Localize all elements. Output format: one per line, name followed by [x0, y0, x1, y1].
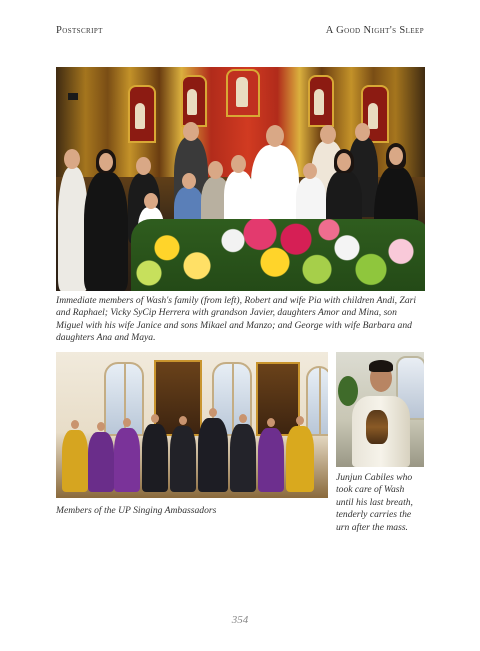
wall-lamp	[68, 93, 78, 100]
statue	[368, 103, 378, 129]
singers-photo	[56, 352, 328, 498]
singer-head	[97, 422, 105, 431]
person-head	[99, 153, 113, 171]
singer-head	[71, 420, 79, 429]
singer	[230, 424, 256, 492]
person	[84, 172, 128, 291]
person-head	[64, 149, 80, 169]
junjun-photo-caption: Junjun Cabiles who took care of Wash until his last breath, tenderly carries the urn after the mass.	[336, 472, 413, 533]
singer-head	[179, 416, 187, 425]
statue	[314, 89, 324, 115]
urn	[366, 410, 388, 444]
junjun-photo	[336, 352, 424, 467]
person-head	[231, 155, 246, 173]
singer	[142, 424, 168, 492]
singer	[198, 418, 228, 492]
person-head	[337, 153, 351, 171]
singer-head	[296, 416, 304, 425]
singer	[114, 428, 140, 492]
family-photo-caption: Immediate members of Wash's family (from left), Robert and wife Pia with children Andi, Zari and Raphael; Vicky SyCip Herrera with grandson Javier, daughters Amor and Mina, son Miguel with his wife Janice and sons Mikael and Manzo; and George with wife Barbara and daughters Ana and Maya.	[56, 295, 417, 344]
church-window	[306, 366, 328, 436]
running-head-left: Postscript	[56, 25, 103, 36]
singer	[258, 428, 284, 492]
singers-photo-caption: Members of the UP Singing Ambassadors	[56, 505, 217, 516]
singer-head	[151, 414, 159, 423]
person-head	[266, 125, 284, 147]
person-head	[389, 147, 403, 165]
person-head	[183, 122, 199, 141]
person-head	[208, 161, 223, 179]
singer	[286, 426, 314, 492]
statue	[187, 89, 197, 115]
singer-head	[123, 418, 131, 427]
person-head	[144, 193, 158, 209]
person-head	[355, 123, 370, 141]
statue	[135, 103, 145, 129]
person-hair	[369, 360, 393, 372]
singer-head	[239, 414, 247, 423]
person-head	[136, 157, 151, 175]
running-head	[56, 25, 424, 37]
page-number: 354	[231, 614, 249, 626]
running-head-right: A Good Night's Sleep	[325, 25, 424, 36]
plant	[338, 376, 358, 406]
singer	[88, 432, 114, 492]
person-head	[303, 163, 317, 179]
singer	[62, 430, 88, 492]
singer-head	[267, 418, 275, 427]
statue	[236, 77, 248, 107]
singer	[170, 426, 196, 492]
person-head	[320, 125, 336, 144]
family-photo	[56, 67, 425, 291]
altar-retablo	[256, 362, 300, 436]
person-head	[182, 173, 196, 189]
singer-head	[209, 408, 217, 417]
flower-arrangement	[131, 219, 425, 291]
